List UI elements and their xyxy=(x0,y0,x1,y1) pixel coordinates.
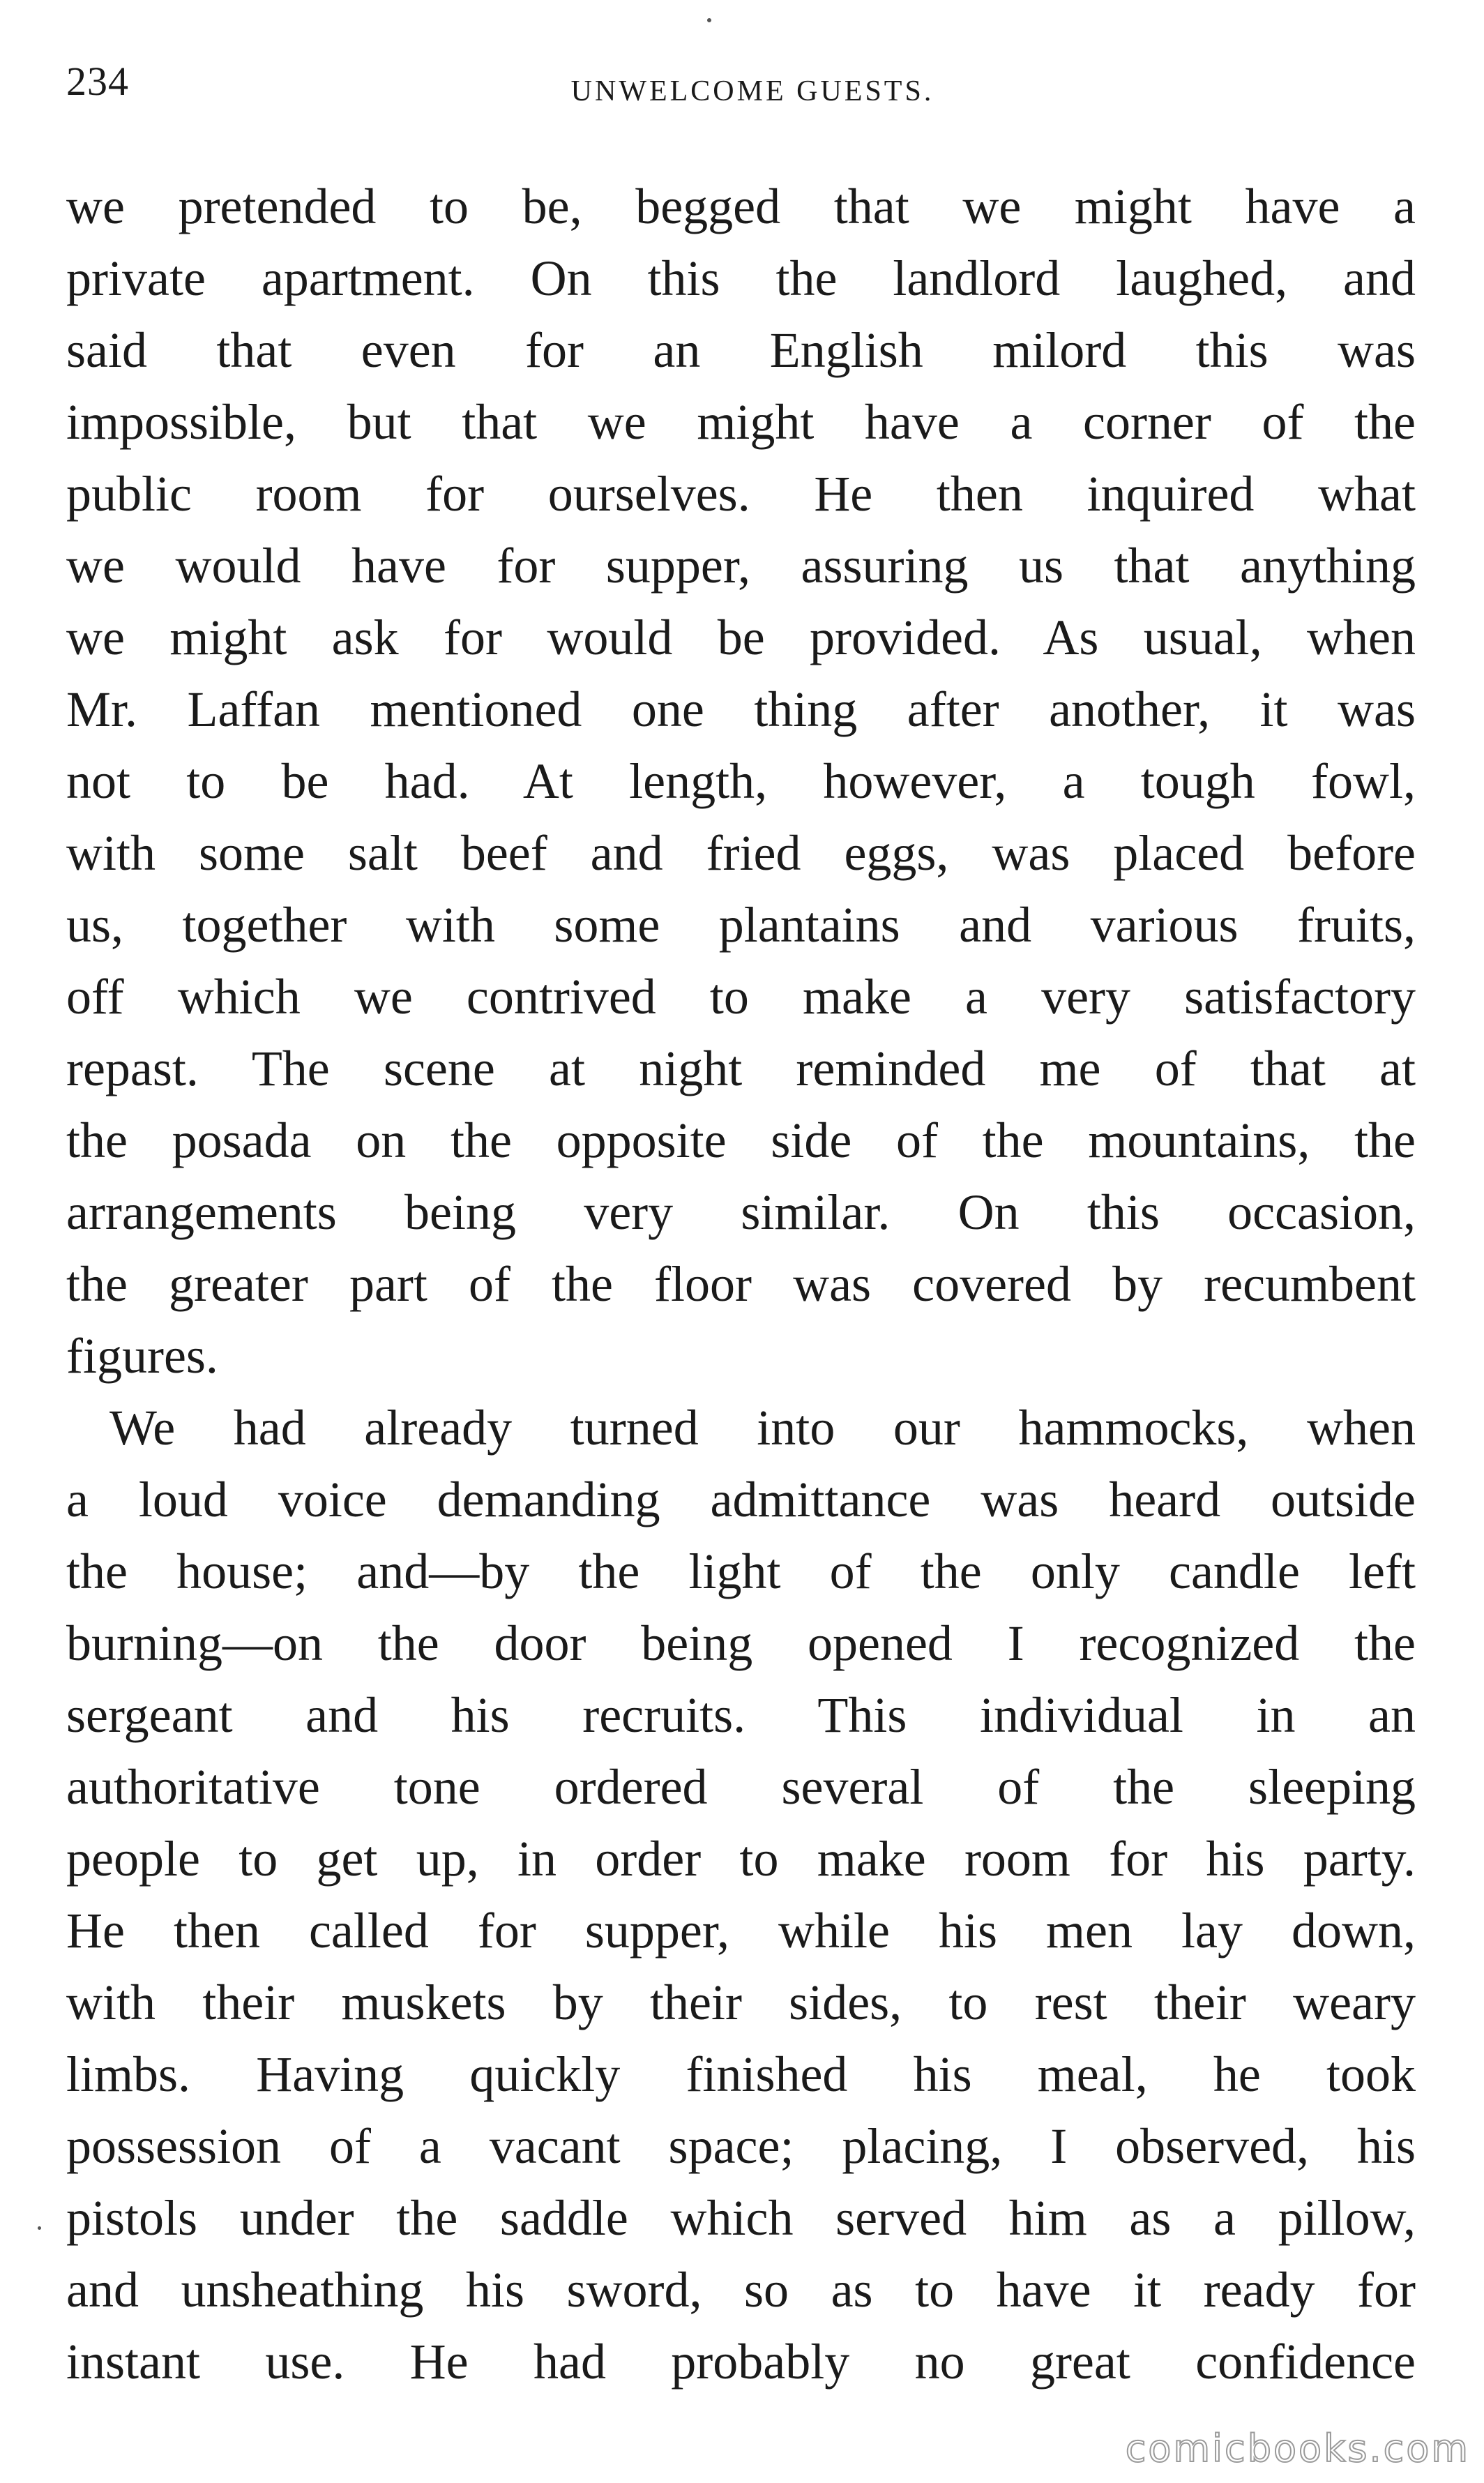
text-line: sergeant and his recruits. This individual in an xyxy=(66,1687,1416,1743)
text-line: private apartment. On this the landlord laughed, and xyxy=(66,250,1416,306)
text-line: said that even for an English milord this was xyxy=(66,322,1416,378)
text-line: off which we contrived to make a very satisfactory xyxy=(66,969,1416,1025)
text-line: limbs. Having quickly finished his meal, he took xyxy=(66,2046,1416,2102)
watermark-logo: comicbooks.com xyxy=(1125,2427,1470,2470)
text-line: public room for ourselves. He then inquired what xyxy=(66,466,1416,522)
page-number: 234 xyxy=(66,59,129,104)
text-line: a loud voice demanding admittance was heard outside xyxy=(66,1472,1416,1527)
text-line: us, together with some plantains and various fruits, xyxy=(66,897,1416,953)
text-line: the house; and—by the light of the only candle left xyxy=(66,1544,1416,1599)
paragraph-first-line: We had already turned into our hammocks, when xyxy=(109,1400,1416,1456)
text-line: authoritative tone ordered several of the sleeping xyxy=(66,1759,1416,1815)
text-line: and unsheathing his sword, so as to have it ready for xyxy=(66,2262,1416,2318)
text-line: the posada on the opposite side of the mountains, the xyxy=(66,1112,1416,1168)
text-line: pistols under the saddle which served him as a pillow, xyxy=(66,2190,1416,2246)
text-line: instant use. He had probably no great confidence xyxy=(66,2334,1416,2390)
paragraph-first-line: we pretended to be, begged that we might have a xyxy=(66,179,1416,234)
text-line: with their muskets by their sides, to rest their weary xyxy=(66,1975,1416,2030)
text-line: we might ask for would be provided. As usual, when xyxy=(66,610,1416,665)
text-line: figures. xyxy=(66,1328,218,1384)
text-line: arrangements being very similar. On this occasion, xyxy=(66,1184,1416,1240)
text-line: people to get up, in order to make room for his party. xyxy=(66,1831,1416,1887)
text-line: impossible, but that we might have a corner of the xyxy=(66,394,1416,450)
text-line: He then called for supper, while his men lay down, xyxy=(66,1903,1416,1959)
text-line: burning—on the door being opened I recognized the xyxy=(66,1615,1416,1671)
text-line: we would have for supper, assuring us that anything xyxy=(66,538,1416,594)
text-line: not to be had. At length, however, a tough fowl, xyxy=(66,753,1416,809)
text-line: possession of a vacant space; placing, I observed, his xyxy=(66,2118,1416,2174)
body-text xyxy=(66,171,1416,2398)
ink-speck xyxy=(38,2226,41,2230)
text-line: the greater part of the floor was covered by recumbent xyxy=(66,1256,1416,1312)
text-line: repast. The scene at night reminded me of that at xyxy=(66,1041,1416,1096)
ink-speck xyxy=(707,18,711,22)
text-line: with some salt beef and fried eggs, was placed before xyxy=(66,825,1416,881)
running-head: UNWELCOME GUESTS. xyxy=(570,75,934,107)
text-line: Mr. Laffan mentioned one thing after another, it was xyxy=(66,681,1416,737)
